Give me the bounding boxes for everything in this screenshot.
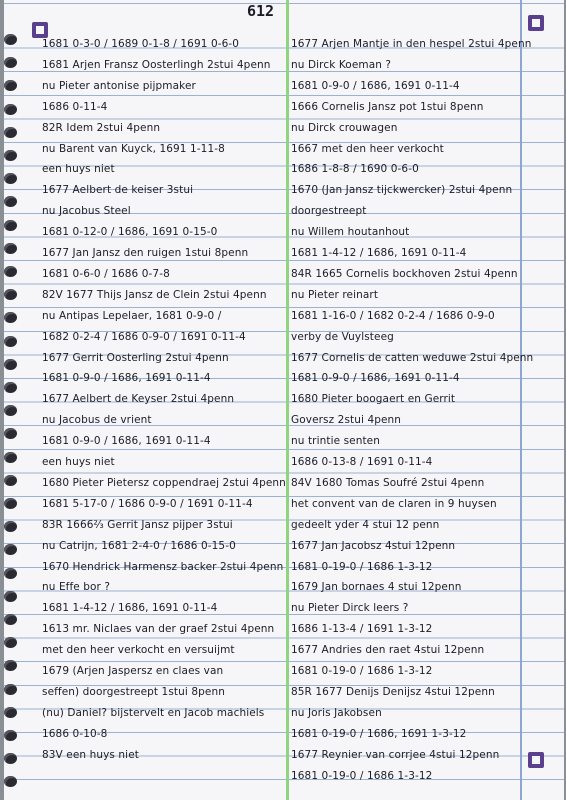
binding-hole xyxy=(4,80,17,91)
binding-hole xyxy=(4,336,17,347)
ledger-line: 1666 Cornelis Jansz pot 1stui 8penn xyxy=(291,100,484,113)
binding-hole xyxy=(4,660,17,671)
binding-hole xyxy=(4,730,17,741)
ledger-line: 1677 Aelbert de keiser 3stui xyxy=(42,184,194,197)
ledger-line: 1677 Reynier van corrjee 4stui 12penn xyxy=(291,748,500,761)
ledger-line: nu Jacobus de vrient xyxy=(42,414,152,427)
ledger-line: 1681 1-4-12 / 1686, 1691 0-11-4 xyxy=(42,602,218,615)
binding-hole xyxy=(4,220,17,231)
ledger-line: nu Dirck crouwagen xyxy=(291,121,398,134)
ledger-line: nu Antipas Lepelaer, 1681 0-9-0 / xyxy=(42,309,222,322)
ledger-line: nu Pieter reinart xyxy=(291,288,379,301)
ledger-line: 1613 mr. Niclaes van der graef 2stui 4penn xyxy=(42,623,275,636)
ledger-line: doorgestreept xyxy=(291,205,367,218)
binding-hole xyxy=(4,521,17,532)
ledger-line: 1681 0-19-0 / 1686, 1691 1-3-12 xyxy=(291,727,467,740)
ledger-line: 82V 1677 Thijs Jansz de Clein 2stui 4penn xyxy=(42,288,267,301)
ledger-line: 1679 (Arjen Jaspersz en claes van xyxy=(42,665,224,677)
ledger-line: 1686 0-10-8 xyxy=(42,727,108,740)
binding-hole xyxy=(4,568,17,579)
ledger-line: Goversz 2stui 4penn xyxy=(291,414,402,427)
ledger-line: 1677 Cornelis de catten weduwe 2stui 4penn xyxy=(291,351,534,364)
ledger-line: nu Dirck Koeman ? xyxy=(291,58,392,71)
ledger-line: 1686 0-13-8 / 1691 0-11-4 xyxy=(291,456,433,468)
ledger-line: nu Barent van Kuyck, 1691 1-11-8 xyxy=(42,142,225,155)
binding-hole xyxy=(4,452,17,463)
ledger-line: 1681 0-19-0 / 1686 1-3-12 xyxy=(291,560,433,573)
binding-hole xyxy=(4,266,17,277)
binding-hole xyxy=(4,127,17,138)
ledger-line: 85R 1677 Denijs Denijsz 4stui 12penn xyxy=(291,685,495,698)
binding-hole xyxy=(4,405,17,416)
ledger-line: 1681 Arjen Fransz Oosterlingh 2stui 4penn xyxy=(42,58,271,71)
ledger-line: nu Pieter antonise pijpmaker xyxy=(42,79,196,92)
ledger-line: 1681 0-19-0 / 1686 1-3-12 xyxy=(291,769,433,782)
binding-hole xyxy=(4,707,17,718)
ledger-line: 1681 1-16-0 / 1682 0-2-4 / 1686 0-9-0 xyxy=(291,309,495,322)
ledger-line: seffen) doorgestreept 1stui 8penn xyxy=(42,685,225,698)
ledger-line: een huys niet xyxy=(42,456,115,468)
binding-hole xyxy=(4,34,17,45)
ledger-line: nu Effe bor ? xyxy=(42,581,111,594)
ledger-line: 1681 0-9-0 / 1686, 1691 0-11-4 xyxy=(42,435,211,448)
ledger-line: 1682 0-2-4 / 1686 0-9-0 / 1691 0-11-4 xyxy=(42,330,246,343)
binding-hole xyxy=(4,475,17,486)
ledger-line: nu Catrijn, 1681 2-4-0 / 1686 0-15-0 xyxy=(42,539,236,552)
ledger-line: nu trintie senten xyxy=(291,435,381,448)
binding-hole xyxy=(4,544,17,555)
binding-hole xyxy=(4,289,17,300)
binding-hole xyxy=(4,243,17,254)
ledger-line: 1670 (Jan Jansz tijckwercker) 2stui 4penn xyxy=(291,184,513,197)
ledger-line: 1681 0-3-0 / 1689 0-1-8 / 1691 0-6-0 xyxy=(42,38,240,50)
binding-hole xyxy=(4,684,17,695)
right-margin-line xyxy=(520,0,522,800)
ledger-line: verby de Vuylsteeg xyxy=(291,330,394,343)
ledger-line: 1681 0-12-0 / 1686, 1691 0-15-0 xyxy=(42,226,218,239)
ledger-line: een huys niet xyxy=(42,163,115,176)
ledger-line: 82R Idem 2stui 4penn xyxy=(42,121,161,134)
binding-hole xyxy=(4,637,17,648)
ledger-line: nu Pieter Dirck leers ? xyxy=(291,602,409,615)
ledger-line: 1680 Pieter Pietersz coppendraej 2stui 4penn xyxy=(42,476,286,489)
ledger-line: (nu) Daniel? bijstervelt en Jacob machiels xyxy=(42,706,265,719)
ledger-line: 1677 Andries den raet 4stui 12penn xyxy=(291,644,485,657)
binding-hole xyxy=(4,104,17,115)
ledger-line: 83R 1666⅔ Gerrit Jansz pijper 3stui xyxy=(42,518,233,531)
ledger-line: 1670 Hendrick Harmensz backer 2stui 4penn xyxy=(42,560,284,573)
ledger-line: 1677 Aelbert de Keyser 2stui 4penn xyxy=(42,393,235,406)
ledger-line: 1681 0-9-0 / 1686, 1691 0-11-4 xyxy=(42,372,211,385)
binding-hole xyxy=(4,150,17,161)
ledger-line: 1677 Jan Jansz den ruigen 1stui 8penn xyxy=(42,247,249,259)
ledger-line: 1677 Arjen Mantje in den hespel 2stui 4penn xyxy=(291,38,532,50)
ledger-line: 1681 0-6-0 / 1686 0-7-8 xyxy=(42,267,170,280)
corner-mark-icon xyxy=(528,15,544,31)
binding-hole xyxy=(4,312,17,323)
ledger-line: 1677 Gerrit Oosterling 2stui 4penn xyxy=(42,351,229,364)
ledger-line: nu Joris Jakobsen xyxy=(291,706,382,719)
ledger-line: 1681 0-9-0 / 1686, 1691 0-11-4 xyxy=(291,79,460,92)
binding-hole xyxy=(4,498,17,509)
notebook-page xyxy=(4,0,564,800)
binding-hole xyxy=(4,196,17,207)
ledger-line: 1681 5-17-0 / 1686 0-9-0 / 1691 0-11-4 xyxy=(42,497,253,510)
ledger-line: het convent van de claren in 9 huysen xyxy=(291,497,497,510)
ledger-line: 1681 0-9-0 / 1686, 1691 0-11-4 xyxy=(291,372,460,385)
ledger-line: met den heer verkocht en versuijmt xyxy=(42,644,235,657)
corner-mark-icon xyxy=(32,22,48,38)
binding-hole xyxy=(4,428,17,439)
margin-line xyxy=(286,0,289,800)
ledger-line: gedeelt yder 4 stui 12 penn xyxy=(291,518,440,531)
ledger-line: 84R 1665 Cornelis bockhoven 2stui 4penn xyxy=(291,267,518,280)
ledger-line: nu Willem houtanhout xyxy=(291,226,410,239)
binding-hole xyxy=(4,173,17,184)
ledger-line: nu Jacobus Steel xyxy=(42,205,131,218)
ledger-line: 1679 Jan bornaes 4 stui 12penn xyxy=(291,581,462,594)
binding-hole xyxy=(4,382,17,393)
binding-hole xyxy=(4,614,17,625)
ledger-line: 1686 0-11-4 xyxy=(42,100,108,113)
page-number: 612 xyxy=(247,2,275,20)
binding-hole xyxy=(4,776,17,787)
ledger-line: 84V 1680 Tomas Soufré 2stui 4penn xyxy=(291,476,485,489)
ledger-line: 1681 0-19-0 / 1686 1-3-12 xyxy=(291,665,433,677)
ledger-line: 83V een huys niet xyxy=(42,748,139,761)
ledger-line: 1667 met den heer verkocht xyxy=(291,142,444,155)
ledger-line: 1686 1-8-8 / 1690 0-6-0 xyxy=(291,163,419,176)
ledger-line: 1686 1-13-4 / 1691 1-3-12 xyxy=(291,623,433,636)
binding-hole xyxy=(4,591,17,602)
binding-hole xyxy=(4,753,17,764)
ledger-line: 1677 Jan Jacobsz 4stui 12penn xyxy=(291,539,456,552)
binding-hole xyxy=(4,359,17,370)
corner-mark-icon xyxy=(528,752,544,768)
binding-hole xyxy=(4,57,17,68)
ledger-line: 1681 1-4-12 / 1686, 1691 0-11-4 xyxy=(291,247,467,259)
ledger-line: 1680 Pieter boogaert en Gerrit xyxy=(291,393,456,406)
